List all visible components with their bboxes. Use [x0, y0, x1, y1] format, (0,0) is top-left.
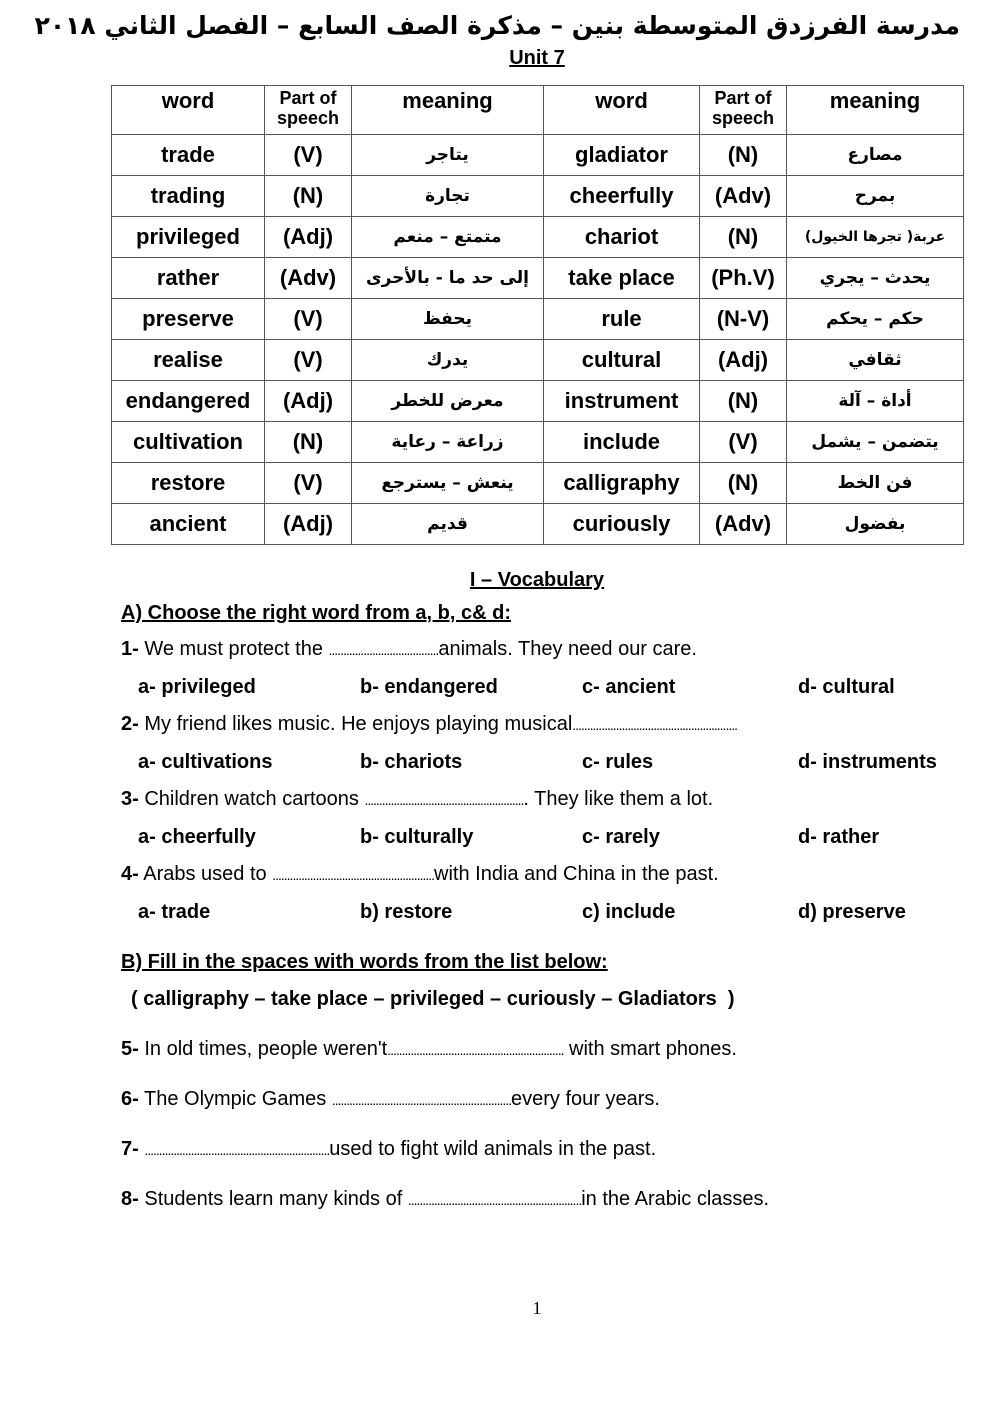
question-number: 7- — [121, 1138, 139, 1160]
question — [121, 713, 737, 736]
column-header-word: word — [112, 86, 265, 135]
part-of-speech-cell: (Adj) — [700, 340, 787, 381]
part-of-speech-cell: (V) — [265, 299, 352, 340]
meaning-cell: ثقافي — [787, 340, 964, 381]
word-cell: include — [544, 422, 700, 463]
table-row — [112, 504, 964, 545]
table-row — [112, 299, 964, 340]
column-header-meaning: meaning — [352, 86, 544, 135]
part-of-speech-cell: (N-V) — [700, 299, 787, 340]
question — [121, 788, 713, 811]
question-number: 3- — [121, 788, 139, 810]
answer-blank[interactable]: ................................................................ — [144, 1142, 330, 1158]
column-header-word: word — [544, 86, 700, 135]
meaning-cell: متمتع – منعم — [352, 217, 544, 258]
meaning-cell: زراعة – رعاية — [352, 422, 544, 463]
word-cell: endangered — [112, 381, 265, 422]
question-text: Students learn many kinds of — [138, 1188, 408, 1210]
question-text: . They like them a lot. — [523, 788, 714, 810]
answer-option[interactable]: a- privileged — [138, 676, 256, 698]
document-title-arabic: مدرسة الفرزدق المتوسطة بنين – مذكرة الصف السابع – الفصل الثاني ٢٠١٨ — [34, 11, 960, 40]
header-line: speech — [711, 108, 775, 128]
part-of-speech-cell: (N) — [700, 135, 787, 176]
word-cell: rule — [544, 299, 700, 340]
answer-blank[interactable]: ......................................................... — [572, 717, 738, 733]
meaning-cell: معرض للخطر — [352, 381, 544, 422]
question-text: with smart phones. — [563, 1038, 737, 1060]
answer-option[interactable]: c) include — [582, 901, 676, 923]
word-cell: cheerfully — [544, 176, 700, 217]
word-cell: instrument — [544, 381, 700, 422]
word-cell: gladiator — [544, 135, 700, 176]
section-title-vocabulary: I – Vocabulary — [469, 569, 605, 591]
question-text: Arabs used to — [138, 863, 273, 885]
answer-option[interactable]: b) restore — [360, 901, 453, 923]
answer-option[interactable]: a- trade — [138, 901, 211, 923]
question-text: used to fight wild animals in the past. — [329, 1138, 657, 1160]
answer-option[interactable]: d- cultural — [798, 676, 895, 698]
meaning-cell: تجارة — [352, 176, 544, 217]
part-of-speech-cell: (N) — [700, 381, 787, 422]
table-row — [112, 258, 964, 299]
word-cell: restore — [112, 463, 265, 504]
word-cell: curiously — [544, 504, 700, 545]
answer-option[interactable]: b- chariots — [360, 751, 463, 773]
word-cell: privileged — [112, 217, 265, 258]
part-of-speech-cell: (Ph.V) — [700, 258, 787, 299]
part-of-speech-cell: (N) — [265, 422, 352, 463]
meaning-cell: يتاجر — [352, 135, 544, 176]
answer-blank[interactable]: ....................................................... — [364, 792, 524, 808]
question — [121, 638, 697, 661]
question — [121, 863, 719, 886]
answer-option[interactable]: c- rules — [582, 751, 654, 773]
header-line: Part of — [714, 88, 772, 108]
question-text: every four years. — [511, 1088, 660, 1110]
question-number: 4- — [121, 863, 139, 885]
table-row — [112, 463, 964, 504]
meaning-cell: إلى حد ما - بالأحرى — [352, 258, 544, 299]
question-number: 6- — [121, 1088, 139, 1110]
part-of-speech-cell: (Adj) — [265, 381, 352, 422]
answer-option[interactable]: b- endangered — [360, 676, 498, 698]
part-of-speech-cell: (N) — [700, 463, 787, 504]
answer-blank[interactable]: .............................................................. — [331, 1092, 511, 1108]
part-of-speech-cell: (N) — [700, 217, 787, 258]
part-of-speech-cell: (V) — [265, 340, 352, 381]
word-cell: preserve — [112, 299, 265, 340]
word-list: ( calligraphy – take place – privileged – curiously – Gladiators ) — [131, 988, 735, 1010]
word-cell: trade — [112, 135, 265, 176]
column-header-part-of-speech — [700, 86, 787, 135]
answer-option[interactable]: a- cultivations — [138, 751, 273, 773]
word-cell: rather — [112, 258, 265, 299]
question-text: with India and China in the past. — [434, 863, 719, 885]
meaning-cell: يتضمن – يشمل — [787, 422, 964, 463]
header-line: Part of — [279, 88, 337, 108]
word-cell: realise — [112, 340, 265, 381]
meaning-cell: حكم – يحكم — [787, 299, 964, 340]
part-of-speech-cell: (Adj) — [265, 217, 352, 258]
question-text: animals. They need our care. — [438, 638, 697, 660]
answer-option[interactable]: d- rather — [798, 826, 880, 848]
unit-heading: Unit 7 — [509, 47, 565, 69]
table-row — [112, 422, 964, 463]
word-cell: cultivation — [112, 422, 265, 463]
answer-option[interactable]: d) preserve — [798, 901, 906, 923]
answer-option[interactable]: c- ancient — [582, 676, 676, 698]
meaning-cell: أداة – آلة — [787, 381, 964, 422]
part-of-speech-cell: (N) — [265, 176, 352, 217]
meaning-cell: بفضول — [787, 504, 964, 545]
word-cell: calligraphy — [544, 463, 700, 504]
meaning-cell: قديم — [352, 504, 544, 545]
word-cell: trading — [112, 176, 265, 217]
column-header-part-of-speech — [265, 86, 352, 135]
meaning-cell: فن الخط — [787, 463, 964, 504]
part-of-speech-cell: (Adv) — [700, 176, 787, 217]
meaning-cell: بمرح — [787, 176, 964, 217]
question-number: 8- — [121, 1188, 139, 1210]
question — [121, 1038, 737, 1061]
table-header-row — [112, 86, 964, 135]
header-line: speech — [276, 108, 340, 128]
table-row — [112, 135, 964, 176]
answer-option[interactable]: d- instruments — [798, 751, 937, 773]
meaning-cell: يحدث – يجري — [787, 258, 964, 299]
table-row — [112, 340, 964, 381]
question-number: 2- — [121, 713, 139, 735]
word-cell: cultural — [544, 340, 700, 381]
answer-option[interactable]: a- cheerfully — [138, 826, 256, 848]
question-number: 5- — [121, 1038, 139, 1060]
question-text: The Olympic Games — [138, 1088, 332, 1110]
word-cell: ancient — [112, 504, 265, 545]
table-row — [112, 381, 964, 422]
question — [121, 1088, 660, 1111]
question — [121, 1138, 656, 1161]
word-cell: chariot — [544, 217, 700, 258]
answer-blank[interactable]: ............................................................ — [407, 1192, 582, 1208]
question — [121, 1188, 769, 1211]
part-of-speech-cell: (V) — [265, 463, 352, 504]
question-text: We must protect the — [138, 638, 329, 660]
column-header-meaning: meaning — [787, 86, 964, 135]
vocabulary-table — [111, 85, 964, 545]
question-text: In old times, people weren't — [138, 1038, 388, 1060]
question-text: Children watch cartoons — [138, 788, 365, 810]
question-text: in the Arabic classes. — [581, 1188, 770, 1210]
question-number: 1- — [121, 638, 139, 660]
meaning-cell: يدرك — [352, 340, 544, 381]
meaning-cell: ينعش – يسترجع — [352, 463, 544, 504]
table-row — [112, 176, 964, 217]
part-of-speech-cell: (Adv) — [265, 258, 352, 299]
answer-blank[interactable]: ........................................................ — [272, 867, 435, 883]
part-of-speech-cell: (Adv) — [700, 504, 787, 545]
word-cell: take place — [544, 258, 700, 299]
meaning-cell: عربة( تجرها الخيول) — [787, 217, 964, 258]
answer-option[interactable]: b- culturally — [360, 826, 474, 848]
question-text: My friend likes music. He enjoys playing musical — [138, 713, 573, 735]
table-row — [112, 217, 964, 258]
part-b-title: B) Fill in the spaces with words from the list below: — [121, 951, 608, 973]
meaning-cell: مصارع — [787, 135, 964, 176]
part-a-title: A) Choose the right word from a, b, c& d: — [121, 602, 511, 624]
answer-blank[interactable]: ............................................................. — [387, 1042, 564, 1058]
answer-option[interactable]: c- rarely — [582, 826, 660, 848]
part-of-speech-cell: (V) — [265, 135, 352, 176]
meaning-cell: يحفظ — [352, 299, 544, 340]
answer-blank[interactable]: ...................................... — [328, 642, 439, 658]
part-of-speech-cell: (V) — [700, 422, 787, 463]
part-of-speech-cell: (Adj) — [265, 504, 352, 545]
page-number: 1 — [532, 1298, 542, 1318]
